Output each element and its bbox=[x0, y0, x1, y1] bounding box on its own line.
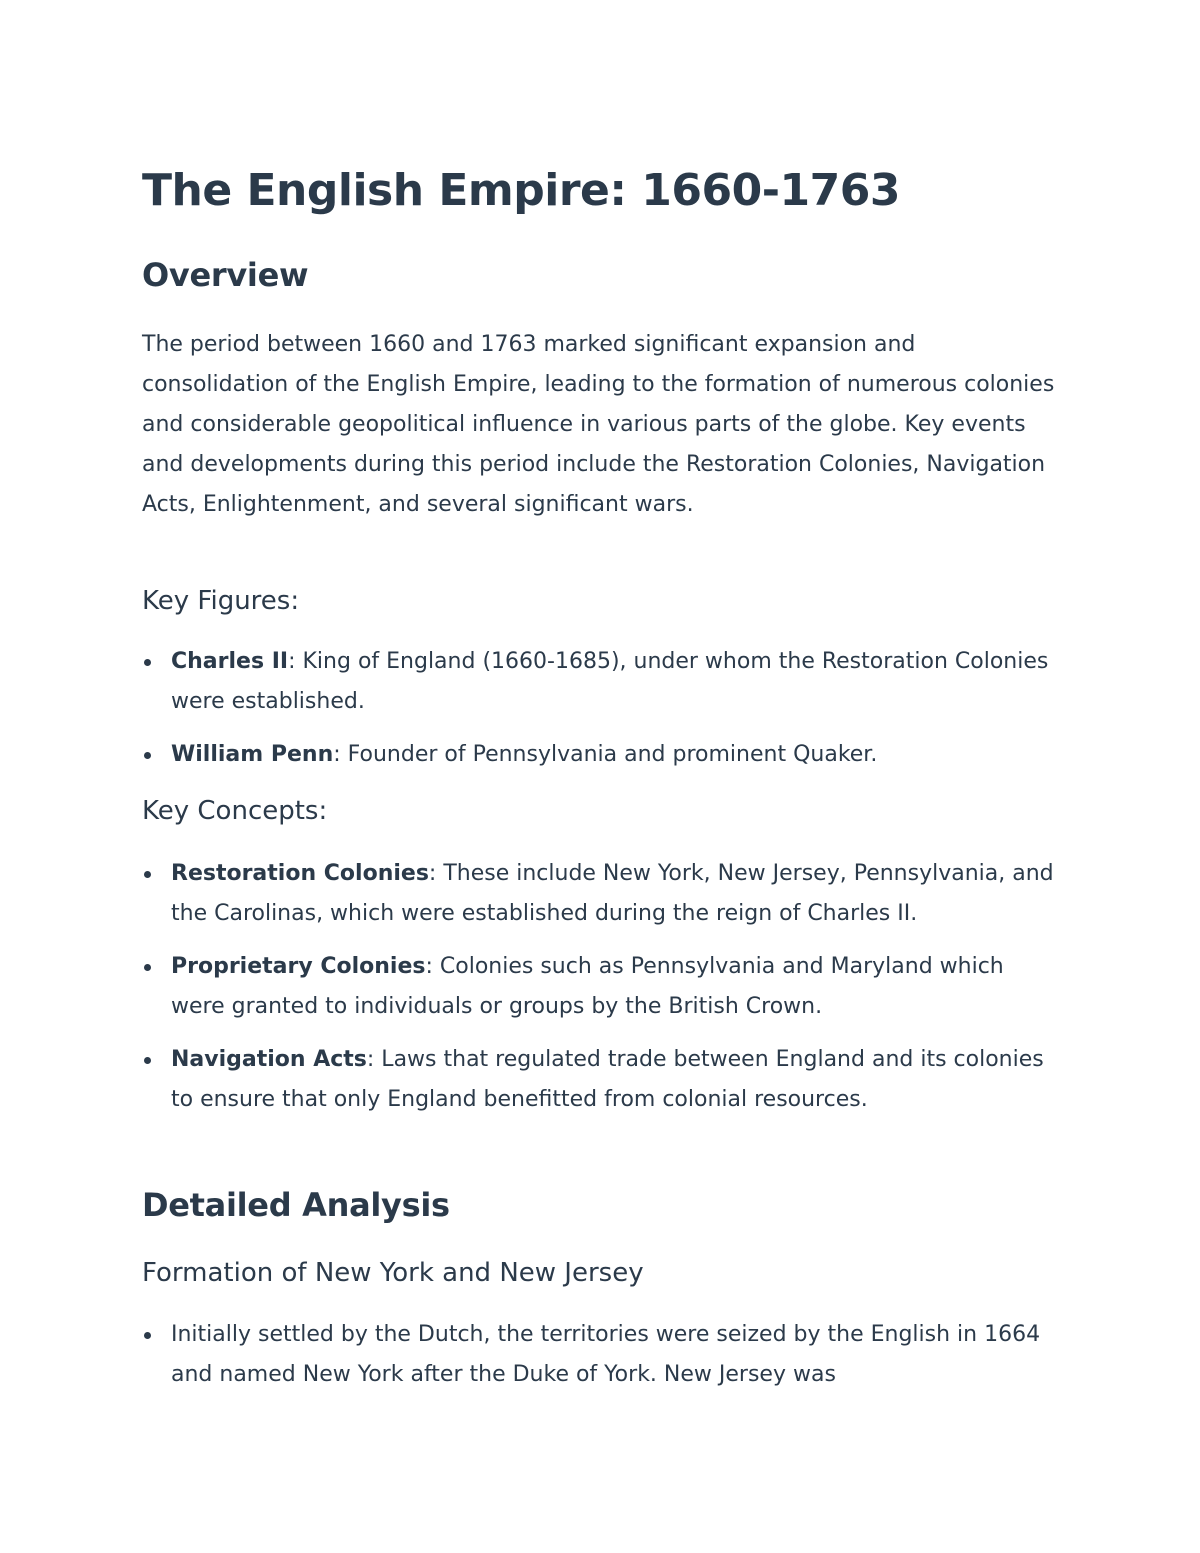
overview-heading: Overview bbox=[142, 256, 309, 294]
list-item-text: Initially settled by the Dutch, the territories were seized by the English in 1664 and named New York after the Duke of York. New Jersey was bbox=[171, 1322, 1041, 1387]
list-item-text: : These include New York, New Jersey, Pennsylvania, and the Carolinas, which were established during the reign of Charles II. bbox=[171, 861, 1054, 926]
detailed-analysis-heading: Detailed Analysis bbox=[142, 1186, 450, 1224]
formation-subheading: Formation of New York and New Jersey bbox=[142, 1258, 644, 1288]
key-concepts-heading: Key Concepts: bbox=[142, 796, 328, 826]
list-item bbox=[142, 947, 1057, 1027]
list-item bbox=[142, 735, 1057, 775]
key-figures-list bbox=[142, 642, 1057, 788]
key-figures-heading: Key Figures: bbox=[142, 586, 300, 616]
list-item-text: : Founder of Pennsylvania and prominent Quaker. bbox=[333, 742, 878, 767]
list-item bbox=[142, 854, 1057, 934]
list-item bbox=[142, 1315, 1057, 1395]
list-item-term: William Penn bbox=[171, 742, 334, 767]
list-item-term: Restoration Colonies bbox=[171, 861, 429, 886]
list-item-term: Proprietary Colonies bbox=[171, 954, 426, 979]
list-item-text: : Laws that regulated trade between England and its colonies to ensure that only England benefitted from colonial resources. bbox=[171, 1047, 1044, 1112]
overview-paragraph: The period between 1660 and 1763 marked significant expansion and consolidation of the English Empire, leading to the formation of numerous colonies and considerable geopolitical influence in various parts of the globe. Key events and developments during this period include the Restoration Colonies, Navigation Acts, Enlightenment, and several significant wars. bbox=[142, 332, 1055, 517]
list-item-text: : Colonies such as Pennsylvania and Maryland which were granted to individuals or groups by the British Crown. bbox=[171, 954, 1004, 1019]
detailed-analysis-list bbox=[142, 1315, 1057, 1408]
list-item-term: Charles II bbox=[171, 649, 289, 674]
key-concepts-list bbox=[142, 854, 1057, 1133]
list-item-text: : King of England (1660-1685), under whom the Restoration Colonies were established. bbox=[171, 649, 1049, 714]
page-title: The English Empire: 1660-1763 bbox=[142, 165, 900, 216]
list-item bbox=[142, 1040, 1057, 1120]
list-item-term: Navigation Acts bbox=[171, 1047, 367, 1072]
list-item bbox=[142, 642, 1057, 722]
